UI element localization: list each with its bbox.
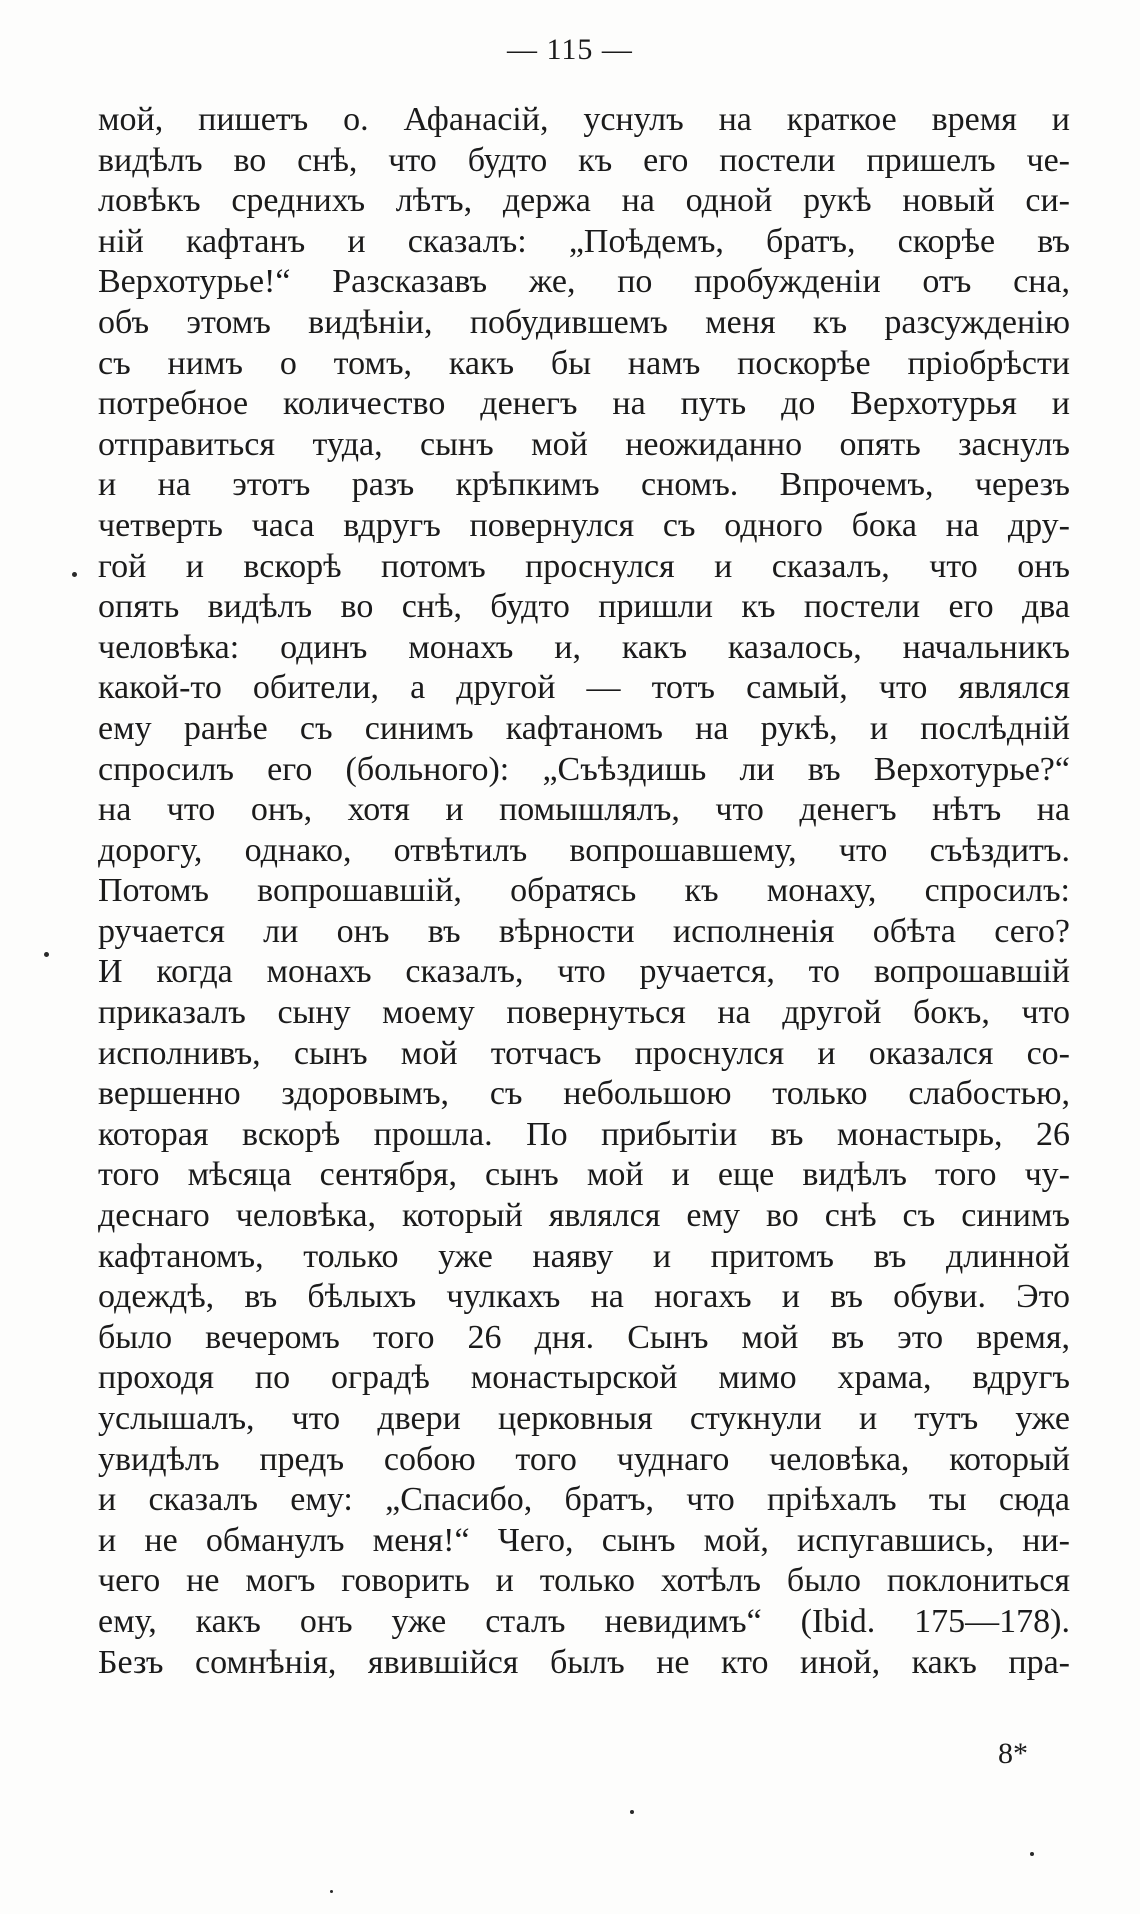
body-text <box>98 100 1070 1683</box>
text-line: которая вскорѣ прошла. По прибытіи въ монастырь, 26 <box>98 1115 1070 1153</box>
print-speck <box>1030 1852 1034 1856</box>
text-line: опять видѣлъ во снѣ, будто пришли къ постели его два <box>98 588 1070 626</box>
text-line: мой, пишетъ о. Афанасій, уснулъ на краткое время и <box>98 101 1070 138</box>
print-speck <box>44 952 49 957</box>
text-line: деснаго человѣка, который являлся ему во снѣ съ синимъ <box>98 1197 1070 1235</box>
text-line: Верхотурье!“ Разсказавъ же, по пробужденіи отъ сна, <box>98 263 1070 301</box>
print-speck <box>630 1810 634 1814</box>
text-line: объ этомъ видѣніи, побудившемъ меня къ разсужденію <box>98 303 1070 341</box>
text-line: съ нимъ о томъ, какъ бы намъ поскорѣе пріобрѣсти <box>98 344 1070 382</box>
text-line: какой-то обители, а другой — тотъ самый, что являлся <box>98 669 1070 707</box>
text-line: спросилъ его (больного): „Съѣздишь ли въ Верхотурье?“ <box>98 750 1070 788</box>
text-line: ему ранѣе съ синимъ кафтаномъ на рукѣ, и послѣдній <box>98 709 1070 747</box>
text-line: ручается ли онъ въ вѣрности исполненія обѣта сего? <box>98 912 1070 950</box>
text-line: чего не могъ говорить и только хотѣлъ было поклониться <box>98 1562 1070 1600</box>
text-line: потребное количество денегъ на путь до Верхотурья и <box>98 385 1070 423</box>
print-speck <box>72 572 77 577</box>
text-line: отправиться туда, сынъ мой неожиданно опять заснулъ <box>98 425 1070 463</box>
text-line: ему, какъ онъ уже сталъ невидимъ“ (Ibid. 175—178). <box>98 1602 1070 1640</box>
text-line: Безъ сомнѣнія, явившійся былъ не кто иной, какъ пра- <box>98 1643 1070 1681</box>
text-line: ній кафтанъ и сказалъ: „Поѣдемъ, братъ, скорѣе въ <box>98 222 1070 260</box>
text-line: проходя по оградѣ монастырской мимо храма, вдругъ <box>98 1359 1070 1397</box>
text-line: кафтаномъ, только уже наяву и притомъ въ длинной <box>98 1237 1070 1275</box>
text-line: исполнивъ, сынъ мой тотчасъ проснулся и оказался со- <box>98 1034 1070 1072</box>
text-line: увидѣлъ предъ собою того чуднаго человѣка, который <box>98 1440 1070 1478</box>
text-line: Потомъ вопрошавшій, обратясь къ монаху, спросилъ: <box>98 872 1070 910</box>
text-line: было вечеромъ того 26 дня. Сынъ мой въ это время, <box>98 1318 1070 1356</box>
text-line: услышалъ, что двери церковныя стукнули и тутъ уже <box>98 1400 1070 1437</box>
text-line: и на этотъ разъ крѣпкимъ сномъ. Впрочемъ, черезъ <box>98 466 1070 504</box>
text-line: на что онъ, хотя и помышлялъ, что денегъ нѣтъ на <box>98 791 1070 829</box>
text-line: приказалъ сыну моему повернуться на другой бокъ, что <box>98 994 1070 1032</box>
text-line: дорогу, однако, отвѣтилъ вопрошавшему, что съѣздитъ. <box>98 831 1070 869</box>
page-number: — 115 — <box>507 33 633 66</box>
signature-mark: 8* <box>998 1737 1028 1770</box>
text-line: ловѣкъ среднихъ лѣтъ, держа на одной рукѣ новый си- <box>98 182 1070 220</box>
text-line: четверть часа вдругъ повернулся съ одного бока на дру- <box>98 506 1070 544</box>
text-line: гой и вскорѣ потомъ проснулся и сказалъ, что онъ <box>98 547 1070 585</box>
text-line: того мѣсяца сентября, сынъ мой и еще видѣлъ того чу- <box>98 1156 1070 1194</box>
text-line: человѣка: одинъ монахъ и, какъ казалось, начальникъ <box>98 628 1070 666</box>
print-speck <box>330 1890 333 1893</box>
text-line: и сказалъ ему: „Спасибо, братъ, что пріѣхалъ ты сюда <box>98 1481 1070 1519</box>
text-line: И когда монахъ сказалъ, что ручается, то вопрошавшій <box>98 953 1070 991</box>
text-line: одеждѣ, въ бѣлыхъ чулкахъ на ногахъ и въ обуви. Это <box>98 1278 1070 1316</box>
text-line: видѣлъ во снѣ, что будто къ его постели пришелъ че- <box>98 141 1070 179</box>
text-line: и не обманулъ меня!“ Чего, сынъ мой, испугавшись, ни- <box>98 1521 1070 1559</box>
text-line: вершенно здоровымъ, съ небольшою только слабостью, <box>98 1075 1070 1113</box>
